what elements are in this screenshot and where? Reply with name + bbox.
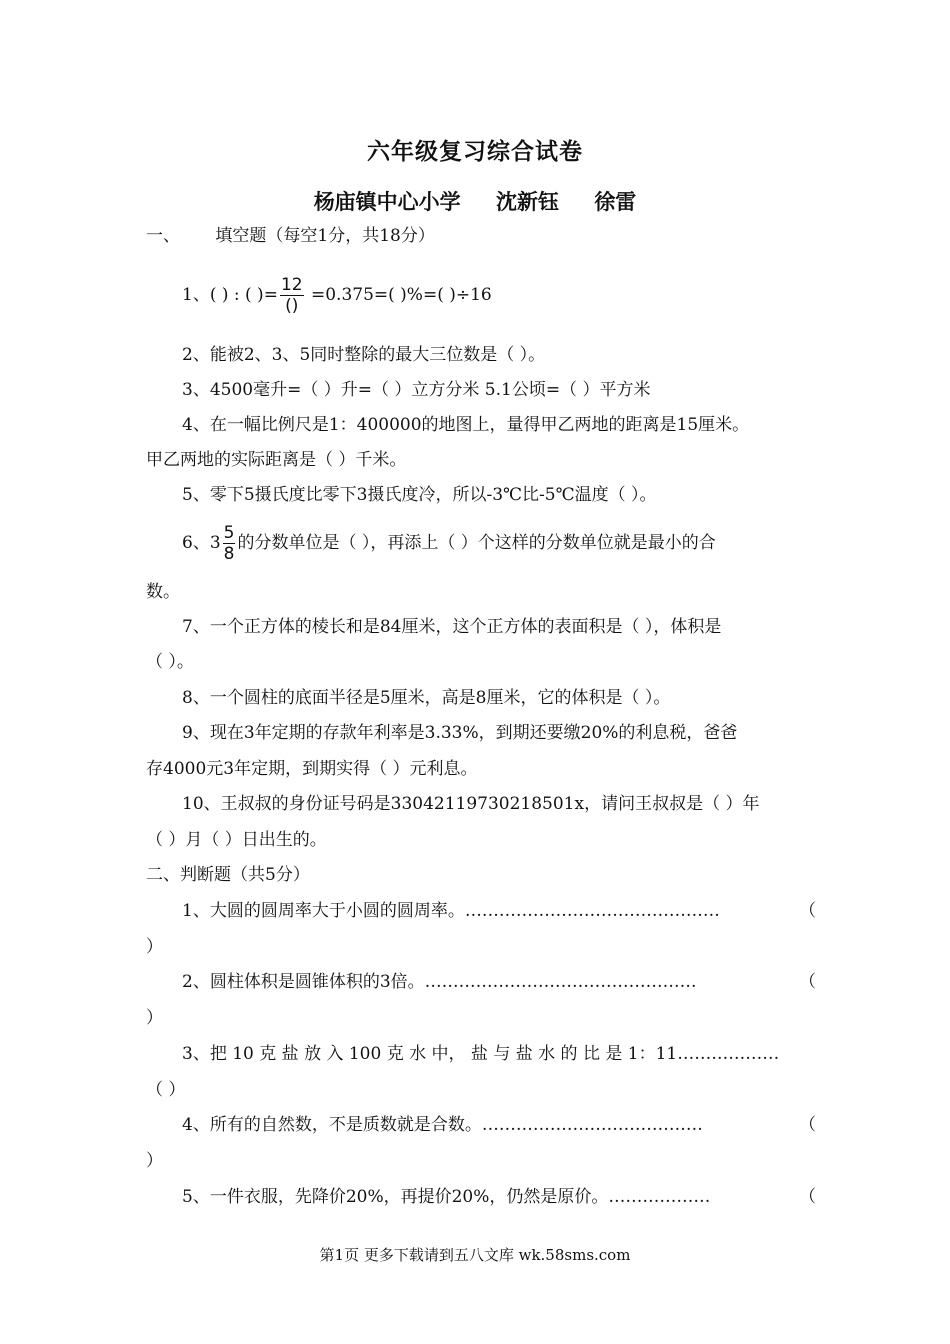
section1-heading <box>146 224 816 248</box>
question-2: 2、能被2、3、5同时整除的最大三位数是（ ）。 <box>182 345 546 365</box>
judge-item-1-text: 1、大圆的圆周率大于小圆的圆周率。……………………………………… <box>182 901 720 921</box>
section1-heading-text: 填空题（每空1分，共18分） <box>215 226 435 246</box>
author-name-2: 徐雷 <box>594 189 637 214</box>
question-4-line-2: 甲乙两地的实际距离是（ ）千米。 <box>146 450 407 470</box>
page-title: 六年级复习综合试卷 <box>367 138 583 165</box>
judge-item-5-text: 5、一件衣服，先降价20%，再提价20%，仍然是原价。……………… <box>182 1187 711 1207</box>
judge-item-5-bracket-open: （ <box>799 1187 816 1207</box>
judge-item-4-bracket-close: ） <box>146 1151 163 1171</box>
q6-pre: 6、3 <box>182 533 221 553</box>
judge-item-1 <box>182 899 816 923</box>
question-3: 3、4500毫升=（ ）升=（ ）立方分米 5.1公顷=（ ）平方米 <box>182 380 651 400</box>
question-10-line-1: 10、王叔叔的身份证号码是33042119730218501x，请问王叔叔是（ ）年 <box>182 794 760 814</box>
q1-fraction-denominator: () <box>285 296 299 316</box>
judge-item-2 <box>182 970 816 994</box>
q6-fraction <box>223 523 236 564</box>
q6-post: 的分数单位是（ ），再添上（ ）个这样的分数单位就是最小的合 <box>237 533 716 553</box>
question-6-line-2: 数。 <box>146 582 180 602</box>
q6-fraction-denominator: 8 <box>223 544 235 564</box>
judge-item-4 <box>182 1113 816 1137</box>
question-7-line-2: （ ）。 <box>146 652 194 672</box>
q6-fraction-numerator: 5 <box>223 523 235 543</box>
question-9-line-1: 9、现在3年定期的存款年利率是3.33%，到期还要缴20%的利息税，爸爸 <box>182 723 738 743</box>
judge-item-1-bracket-close: ） <box>146 937 163 957</box>
q1-post: =0.375=( )%=( )÷16 <box>305 285 492 305</box>
page-footer: 第1页 更多下载请到五八文库 wk.58sms.com <box>319 1246 631 1264</box>
section1-heading-number: 一、 <box>146 226 180 246</box>
judge-item-2-text: 2、圆柱体积是圆锥体积的3倍。………………………………………… <box>182 972 697 992</box>
q1-fraction <box>280 275 304 316</box>
school-name: 杨庙镇中心小学 <box>313 189 461 214</box>
question-8: 8、一个圆柱的底面半径是5厘米，高是8厘米，它的体积是（ ）。 <box>182 688 671 708</box>
question-9-line-2: 存4000元3年定期，到期实得（ ）元利息。 <box>146 759 478 779</box>
judge-item-3 <box>182 1042 816 1066</box>
question-5: 5、零下5摄氏度比零下3摄氏度冷，所以-3℃比-5℃温度（ ）。 <box>182 485 657 505</box>
judge-item-1-bracket-open: （ <box>799 901 816 921</box>
section2-heading: 二、判断题（共5分） <box>146 865 310 885</box>
judge-item-3-text: 3、把 10 克 盐 放 入 100 克 水 中， 盐 与 盐 水 的 比 是 1：11……………… <box>182 1044 780 1064</box>
judge-item-4-bracket-open: （ <box>799 1115 816 1135</box>
author-name-1: 沈新钰 <box>496 189 559 214</box>
judge-item-2-bracket-close: ） <box>146 1008 163 1028</box>
question-1 <box>182 272 816 322</box>
question-7-line-1: 7、一个正方体的棱长和是84厘米，这个正方体的表面积是（ ），体积是 <box>182 617 722 637</box>
question-6 <box>182 520 816 568</box>
question-4-line-1: 4、在一幅比例尺是1：400000的地图上，量得甲乙两地的距离是15厘米。 <box>182 415 750 435</box>
judge-item-5 <box>182 1185 816 1209</box>
q1-pre: 1、( ) : ( )= <box>182 285 278 305</box>
judge-item-3-bracket-close: （ ） <box>146 1080 186 1100</box>
author-line <box>0 186 950 216</box>
judge-item-4-text: 4、所有的自然数，不是质数就是合数。………………………………… <box>182 1115 703 1135</box>
q1-fraction-numerator: 12 <box>280 275 303 295</box>
question-10-line-2: （ ）月（ ）日出生的。 <box>146 830 327 850</box>
judge-item-2-bracket-open: （ <box>799 972 816 992</box>
